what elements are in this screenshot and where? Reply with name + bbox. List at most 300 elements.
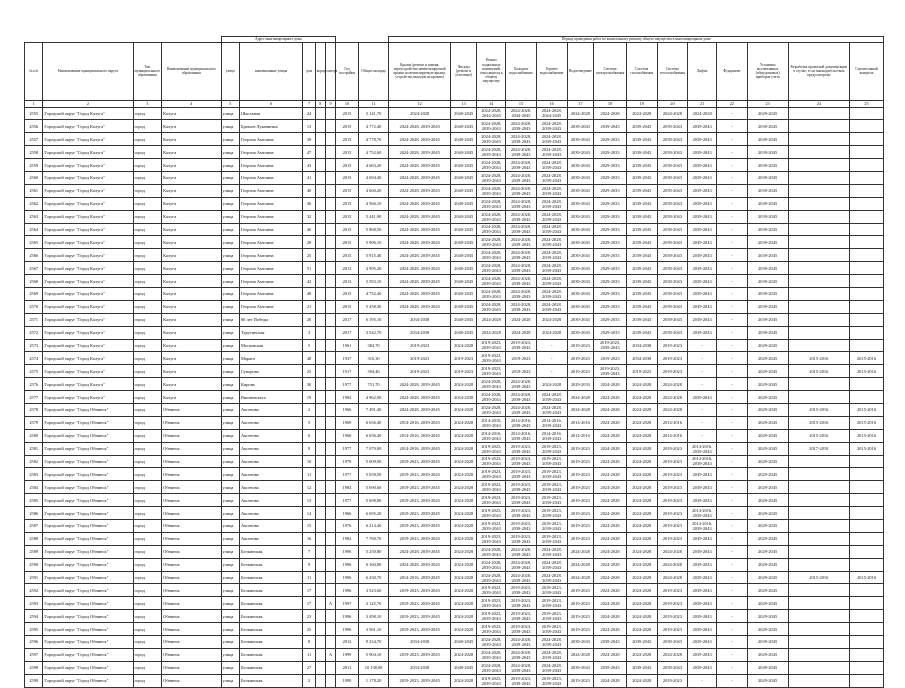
cell-n: 2597 <box>25 648 43 661</box>
cell-mo: Обнинск <box>162 507 221 520</box>
cell-area: 3 523,60 <box>358 584 389 597</box>
cell-house: 2 <box>303 403 315 416</box>
cell-hot: 2024-2028, 2039-2043 <box>536 236 567 249</box>
cell-n: 2565 <box>25 236 43 249</box>
cell-sewer: 2019-2023 <box>567 365 594 378</box>
cell-house: 12 <box>303 481 315 494</box>
cell-house: 13 <box>303 494 315 507</box>
cell-house: 28 <box>303 236 315 249</box>
cell-cold: 2019-2023 <box>506 365 537 378</box>
cell-n: 2588 <box>25 532 43 545</box>
cell-house: 21 <box>303 300 315 313</box>
cell-hot: 2014-2016, 2039-2043 <box>536 429 567 442</box>
table-row <box>25 146 884 159</box>
cell-area: 3 542,70 <box>358 326 389 339</box>
cell-k <box>315 416 325 429</box>
cell-gas: 2039-2043 <box>626 313 657 326</box>
cell-okrug: Городской округ "Город Обнинск" <box>43 481 133 494</box>
cell-gas: 2039-2043 <box>626 275 657 288</box>
cell-okrug: Городской округ "Город Обнинск" <box>43 674 133 687</box>
cell-control <box>850 597 884 610</box>
cell-elec: 2029-2033 <box>594 275 627 288</box>
cell-area: 10 138,00 <box>358 661 389 674</box>
cell-k <box>315 597 325 610</box>
cell-control <box>850 661 884 674</box>
cell-meters: 2029-2045 <box>747 365 788 378</box>
cell-mo: Обнинск <box>162 455 221 468</box>
cell-st: улица <box>221 236 239 249</box>
cell-roof: 2014-2016, 2039-2045 <box>389 442 450 455</box>
cell-found: - <box>716 532 747 545</box>
cell-year: 1982 <box>336 391 359 404</box>
cell-lit <box>325 275 335 288</box>
cell-meters: 2029-2045 <box>747 416 788 429</box>
cell-elec: 2024-2028 <box>594 442 627 455</box>
cell-street: Георгия Амелина <box>239 171 302 184</box>
cell-mo: Обнинск <box>162 532 221 545</box>
cell-basement: 2019-2023, 2039-2043 <box>477 494 506 507</box>
cell-lit <box>325 313 335 326</box>
cell-mo: Калуга <box>162 159 221 172</box>
cell-area: 6 195,10 <box>358 313 389 326</box>
cell-k <box>315 455 325 468</box>
cell-okrug: Городской округ "Город Калуга" <box>43 223 133 236</box>
cell-st: улица <box>221 210 239 223</box>
cell-k <box>315 661 325 674</box>
cell-elec: 2029-2033 <box>594 326 627 339</box>
cell-okrug: Городской округ "Город Калуга" <box>43 391 133 404</box>
cell-mo: Обнинск <box>162 468 221 481</box>
cell-lift: 2039-2043 <box>688 468 717 481</box>
cell-house: 5 <box>303 339 315 352</box>
cell-project <box>788 481 849 494</box>
cell-lift: 2039-2043 <box>688 532 717 545</box>
cell-st: улица <box>221 120 239 133</box>
cell-mo: Калуга <box>162 326 221 339</box>
cell-cold: 2019-2023, 2039-2043 <box>506 507 537 520</box>
cell-type: город <box>133 403 162 416</box>
cell-project <box>788 287 849 300</box>
cell-area: 4 752,40 <box>358 287 389 300</box>
cell-area: 6 695,20 <box>358 507 389 520</box>
cell-okrug: Городской округ "Город Обнинск" <box>43 532 133 545</box>
cell-sewer: 2024-2028 <box>567 403 594 416</box>
cell-street: Георгия Амелина <box>239 287 302 300</box>
cell-heat: 2039-2043 <box>657 210 688 223</box>
cell-st: улица <box>221 597 239 610</box>
cell-hot: 2024-2028, 2039-2043 <box>536 287 567 300</box>
cell-street: Аксенова <box>239 403 302 416</box>
cell-elec: 2024-2028 <box>594 429 627 442</box>
cell-lit <box>325 481 335 494</box>
cell-okrug: Городской округ "Город Обнинск" <box>43 584 133 597</box>
cell-area: 5 690,60 <box>358 481 389 494</box>
cell-elec: 2024-2028 <box>594 610 627 623</box>
cell-facade: 2024-2028 <box>450 545 477 558</box>
cell-heat: 2039-2043 <box>657 287 688 300</box>
cell-roof: 2024-2028 <box>389 107 450 120</box>
cell-meters: 2039-2045 <box>747 171 788 184</box>
cell-area: 6 656,40 <box>358 429 389 442</box>
cell-street: Георгия Амелина <box>239 133 302 146</box>
cell-cold: 2019-2023, 2039-2043 <box>506 455 537 468</box>
cell-n: 2571 <box>25 313 43 326</box>
cell-control <box>850 120 884 133</box>
cell-n: 2556 <box>25 120 43 133</box>
cell-gas: 2024-2028 <box>626 455 657 468</box>
cell-elec: 2024-2028 <box>594 507 627 520</box>
cell-sewer: 2039-2043 <box>567 287 594 300</box>
cell-house: 17 <box>303 597 315 610</box>
cell-found: - <box>716 661 747 674</box>
cell-heat: 2024-2028 <box>657 571 688 584</box>
cell-cold: 2019-2023, 2039-2043 <box>506 481 537 494</box>
cell-mo: Обнинск <box>162 661 221 674</box>
table-row <box>25 262 884 275</box>
cell-meters: 2029-2045 <box>747 429 788 442</box>
cell-lift: - <box>688 403 717 416</box>
cell-project <box>788 661 849 674</box>
cell-project <box>788 223 849 236</box>
cell-gas: 2019-2023 <box>626 365 657 378</box>
cell-cold: 2024-2028 <box>506 326 537 339</box>
cell-facade: 2040-2045 <box>450 159 477 172</box>
column-header: Строительный контроль <box>850 42 884 100</box>
cell-mo: Обнинск <box>162 674 221 687</box>
cell-roof: 2019-2023, 2039-2045 <box>389 532 450 545</box>
cell-k <box>315 391 325 404</box>
cell-meters: 2029-2045 <box>747 623 788 636</box>
cell-project: 2015-2016 <box>788 365 849 378</box>
cell-hot: 2024-2028, 2039-2043 <box>536 391 567 404</box>
column-header: Установка коллективных (общедомовых) приборов учета <box>747 42 788 100</box>
cell-lift: 2039-2043 <box>688 326 717 339</box>
table-row <box>25 661 884 674</box>
cell-st: улица <box>221 571 239 584</box>
cell-facade: 2024-2028 <box>450 558 477 571</box>
cell-cold: 2019-2023, 2039-2043 <box>506 339 537 352</box>
cell-control <box>850 610 884 623</box>
cell-heat: 2019-2023 <box>657 610 688 623</box>
cell-year: 2015 <box>336 171 359 184</box>
cell-basement: 2019-2023, 2039-2043 <box>477 507 506 520</box>
cell-type: город <box>133 532 162 545</box>
cell-project <box>788 275 849 288</box>
cell-area: 5 609,00 <box>358 455 389 468</box>
cell-found: - <box>716 146 747 159</box>
table-row <box>25 494 884 507</box>
cell-st: улица <box>221 275 239 288</box>
cell-heat: 2039-2043 <box>657 120 688 133</box>
cell-street: Братьев Луканиных <box>239 120 302 133</box>
cell-area: 5 250,80 <box>358 545 389 558</box>
cell-roof: 2024-2028, 2039-2045 <box>389 197 450 210</box>
cell-meters: 2039-2045 <box>747 197 788 210</box>
cell-elec: 2039-2043 <box>594 636 627 649</box>
cell-k <box>315 107 325 120</box>
table-row <box>25 520 884 533</box>
column-header: Тип муниципального образования <box>133 42 162 100</box>
cell-cold: 2024-2028, 2039-2043 <box>506 648 537 661</box>
cell-year: 2015 <box>336 184 359 197</box>
cell-k <box>315 584 325 597</box>
cell-k <box>315 442 325 455</box>
cell-st: улица <box>221 378 239 391</box>
cell-lift: 2014-2016, 2039-2043 <box>688 520 717 533</box>
cell-house: 39 <box>303 133 315 146</box>
cell-facade: 2024-2028 <box>450 532 477 545</box>
cell-found: - <box>716 249 747 262</box>
cell-facade: 2024-2028 <box>450 571 477 584</box>
cell-sewer: 2039-2043 <box>567 661 594 674</box>
cell-roof: 2024-2028, 2039-2045 <box>389 391 450 404</box>
cell-st: улица <box>221 610 239 623</box>
cell-cold: 2024-2028, 2039-2043 <box>506 210 537 223</box>
column-header: корпус <box>315 42 325 100</box>
cell-st: улица <box>221 300 239 313</box>
cell-street: Георгия Амелина <box>239 210 302 223</box>
column-number: 17 <box>567 100 594 107</box>
cell-control <box>850 507 884 520</box>
table-row <box>25 107 884 120</box>
column-number: 14 <box>477 100 506 107</box>
cell-year: 1996 <box>336 610 359 623</box>
cell-project <box>788 610 849 623</box>
column-number: 4 <box>162 100 221 107</box>
cell-project <box>788 184 849 197</box>
cell-mo: Обнинск <box>162 571 221 584</box>
cell-basement: 2019-2023, 2039-2043 <box>477 610 506 623</box>
cell-mo: Обнинск <box>162 481 221 494</box>
cell-st: улица <box>221 455 239 468</box>
cell-elec: 2019-2023, 2039-2043 <box>594 339 627 352</box>
cell-control <box>850 532 884 545</box>
cell-cold: 2014-2016, 2039-2043 <box>506 429 537 442</box>
cell-street: Георгия Амелина <box>239 146 302 159</box>
cell-sewer: 2029-2033 <box>567 378 594 391</box>
cell-area: 5 906,10 <box>358 236 389 249</box>
cell-st: улица <box>221 468 239 481</box>
cell-area: 3 498,10 <box>358 610 389 623</box>
cell-control <box>850 545 884 558</box>
cell-cold: 2024-2028, 2039-2043 <box>506 249 537 262</box>
cell-type: город <box>133 674 162 687</box>
cell-project <box>788 391 849 404</box>
cell-facade: 2040-2045 <box>450 133 477 146</box>
cell-area: 394,40 <box>358 365 389 378</box>
cell-mo: Калуга <box>162 146 221 159</box>
cell-facade: 2040-2045 <box>450 313 477 326</box>
cell-found: - <box>716 133 747 146</box>
cell-year: 1996 <box>336 623 359 636</box>
cell-house: 11 <box>303 571 315 584</box>
cell-control <box>850 223 884 236</box>
cell-project: 2015-2016 <box>788 416 849 429</box>
cell-elec: 2029-2033 <box>594 223 627 236</box>
cell-cold: 2019-2023, 2039-2043 <box>506 494 537 507</box>
cell-type: город <box>133 507 162 520</box>
cell-heat: 2024-2028 <box>657 648 688 661</box>
cell-elec: 2024-2028 <box>594 378 627 391</box>
cell-control <box>850 455 884 468</box>
cell-basement: 2019-2023, 2039-2043 <box>477 468 506 481</box>
cell-k <box>315 352 325 365</box>
cell-found: - <box>716 494 747 507</box>
cell-lit <box>325 236 335 249</box>
table-row <box>25 636 884 649</box>
cell-k <box>315 249 325 262</box>
cell-gas: 2024-2028 <box>626 416 657 429</box>
cell-facade: 2024-2028 <box>450 468 477 481</box>
cell-gas: 2024-2028 <box>626 648 657 661</box>
cell-basement: 2014-2016, 2039-2043 <box>477 429 506 442</box>
column-number: 19 <box>626 100 657 107</box>
cell-heat: 2019-2023 <box>657 623 688 636</box>
cell-type: город <box>133 429 162 442</box>
cell-control <box>850 378 884 391</box>
cell-n: 2583 <box>25 468 43 481</box>
cell-area: 7 491,40 <box>358 403 389 416</box>
cell-hot: 2019-2023, 2039-2043 <box>536 610 567 623</box>
cell-lit <box>325 300 335 313</box>
cell-control <box>850 674 884 687</box>
cell-st: улица <box>221 520 239 533</box>
cell-year: 2015 <box>336 287 359 300</box>
cell-mo: Калуга <box>162 339 221 352</box>
cell-n: 2560 <box>25 171 43 184</box>
cell-gas: 2039-2043 <box>626 223 657 236</box>
cell-heat: 2039-2043 <box>657 159 688 172</box>
cell-house: 47 <box>303 146 315 159</box>
cell-type: город <box>133 120 162 133</box>
cell-roof: 2019-2023, 2039-2045 <box>389 455 450 468</box>
cell-gas: 2024-2028 <box>626 532 657 545</box>
cell-house: 25 <box>303 249 315 262</box>
cell-area: 1 178,20 <box>358 674 389 687</box>
cell-heat: 2024-2028 <box>657 545 688 558</box>
cell-meters: 2039-2045 <box>747 236 788 249</box>
cell-meters: 2029-2045 <box>747 442 788 455</box>
cell-street: Аксенова <box>239 455 302 468</box>
cell-project <box>788 674 849 687</box>
cell-roof: 2024-2028, 2039-2045 <box>389 378 450 391</box>
cell-n: 2557 <box>25 133 43 146</box>
cell-gas: 2024-2028 <box>626 403 657 416</box>
cell-control <box>850 287 884 300</box>
cell-street: Георгия Амелина <box>239 300 302 313</box>
cell-okrug: Городской округ "Город Калуга" <box>43 352 133 365</box>
capital-repair-schedule-sheet <box>24 36 884 688</box>
cell-lit <box>325 171 335 184</box>
cell-heat: 2019-2023 <box>657 584 688 597</box>
cell-roof: 2014-2016, 2039-2045 <box>389 571 450 584</box>
cell-hot: 2019-2023, 2039-2043 <box>536 468 567 481</box>
column-header: Крыша (ремонт и замена, переустройство невентилируемой крыши на вентилируемую крышу, устройство выходов на кровлю) <box>389 42 450 100</box>
cell-meters: 2039-2045 <box>747 326 788 339</box>
cell-k <box>315 313 325 326</box>
cell-k <box>315 236 325 249</box>
cell-meters: 2039-2045 <box>747 275 788 288</box>
cell-mo: Обнинск <box>162 442 221 455</box>
cell-sewer: 2039-2043 <box>567 197 594 210</box>
table-row <box>25 210 884 223</box>
table-row <box>25 481 884 494</box>
cell-cold: 2019-2023, 2039-2043 <box>506 468 537 481</box>
table-row <box>25 416 884 429</box>
cell-control <box>850 236 884 249</box>
cell-lit <box>325 262 335 275</box>
cell-mo: Обнинск <box>162 416 221 429</box>
cell-lift: 2039-2043 <box>688 120 717 133</box>
cell-year: 2015 <box>336 197 359 210</box>
cell-k <box>315 558 325 571</box>
cell-street: Белкинская <box>239 558 302 571</box>
cell-lit <box>325 339 335 352</box>
cell-year: 1996 <box>336 558 359 571</box>
cell-control: 2015-2016 <box>850 571 884 584</box>
cell-area: 4 772,40 <box>358 120 389 133</box>
cell-k <box>315 481 325 494</box>
cell-elec: 2024-2028 <box>594 468 627 481</box>
cell-year: 1977 <box>336 494 359 507</box>
cell-roof: 2024-2028, 2039-2045 <box>389 210 450 223</box>
cell-n: 2570 <box>25 300 43 313</box>
cell-heat: 2039-2043 <box>657 146 688 159</box>
cell-house: 48 <box>303 352 315 365</box>
cell-basement: 2024-2028, 2039-2043 <box>477 236 506 249</box>
cell-street: Георгия Амелина <box>239 197 302 210</box>
cell-project <box>788 545 849 558</box>
cell-n: 2581 <box>25 442 43 455</box>
column-number: 22 <box>716 100 747 107</box>
cell-roof: 2024-2028, 2039-2045 <box>389 403 450 416</box>
cell-type: город <box>133 236 162 249</box>
cell-cold: 2019-2023, 2039-2043 <box>506 442 537 455</box>
cell-basement: 2024-2028, 2039-2043 <box>477 249 506 262</box>
cell-k <box>315 326 325 339</box>
cell-house: 23 <box>303 610 315 623</box>
cell-gas: 2024-2028 <box>626 610 657 623</box>
cell-k <box>315 532 325 545</box>
cell-gas: 2039-2043 <box>626 133 657 146</box>
cell-okrug: Городской округ "Город Обнинск" <box>43 455 133 468</box>
cell-project <box>788 468 849 481</box>
cell-cold: 2024-2028, 2039-2043 <box>506 223 537 236</box>
cell-year: 2015 <box>336 159 359 172</box>
cell-hot: 2024-2028, 2039-2043 <box>536 636 567 649</box>
cell-mo: Обнинск <box>162 403 221 416</box>
cell-street: Кирова <box>239 378 302 391</box>
cell-meters: 2029-2045 <box>747 610 788 623</box>
cell-okrug: Городской округ "Город Калуга" <box>43 378 133 391</box>
cell-st: улица <box>221 365 239 378</box>
cell-basement: 2024-2028, 2039-2043 <box>477 159 506 172</box>
cell-heat: 2039-2043 <box>657 184 688 197</box>
column-number: 9 <box>325 100 335 107</box>
cell-area: 4 995,20 <box>358 262 389 275</box>
cell-year: 1990 <box>336 674 359 687</box>
cell-n: 2587 <box>25 520 43 533</box>
cell-gas: 2024-2028 <box>626 520 657 533</box>
cell-project <box>788 326 849 339</box>
cell-lit <box>325 610 335 623</box>
cell-k <box>315 171 325 184</box>
cell-year: 1996 <box>336 545 359 558</box>
cell-found: - <box>716 481 747 494</box>
cell-sewer: 2019-2023 <box>567 623 594 636</box>
cell-st: улица <box>221 481 239 494</box>
cell-meters: 2039-2045 <box>747 661 788 674</box>
